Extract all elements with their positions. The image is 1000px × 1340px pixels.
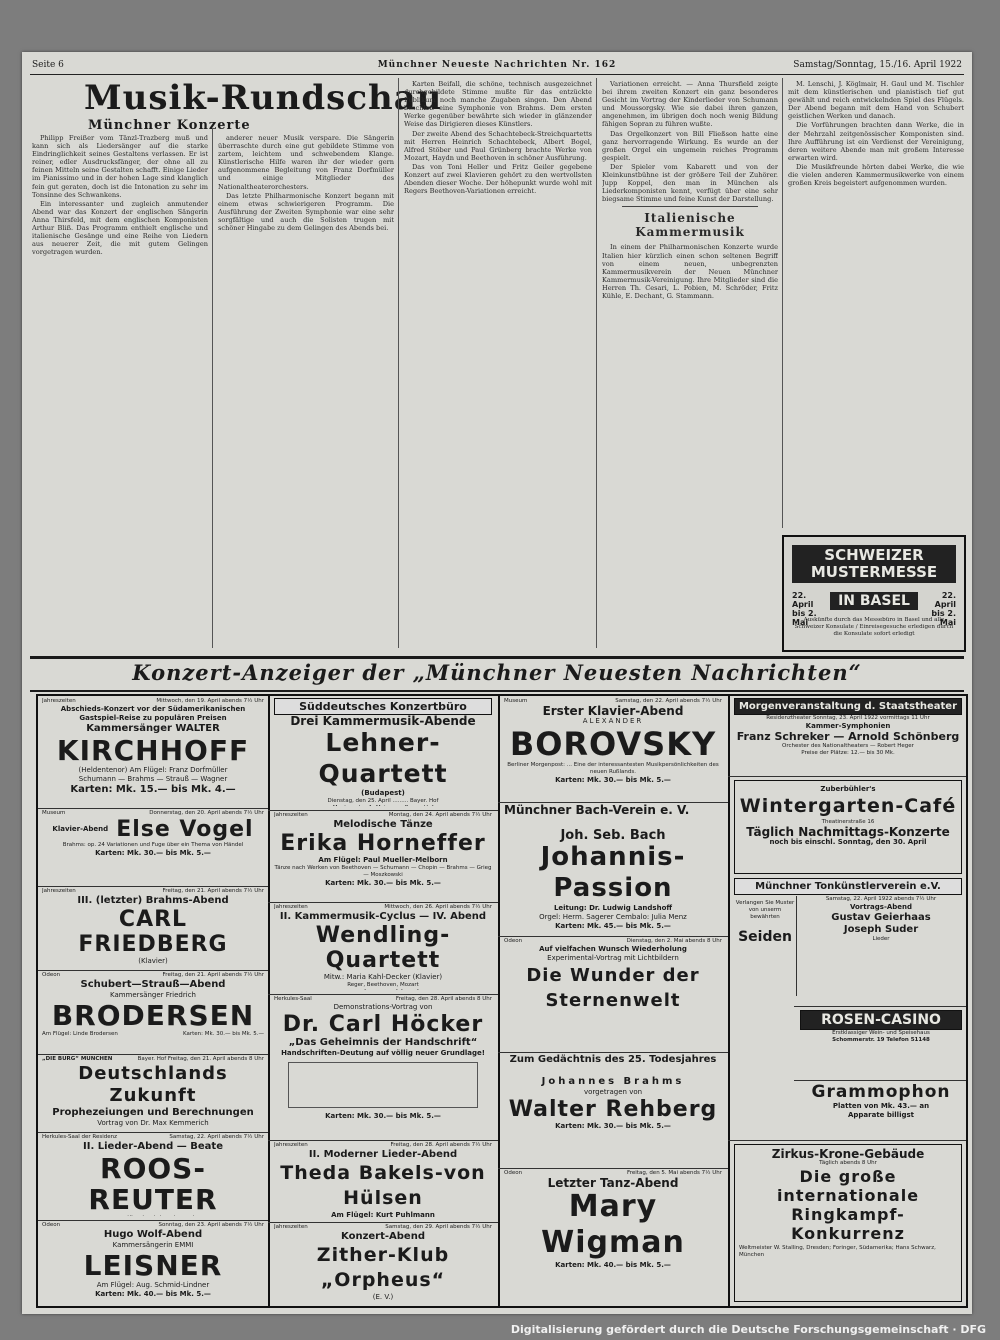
ad-sub: Leitung: Dr. Ludwig Landshoff (553, 904, 673, 912)
ad-price: Karten: Mk. 15.— bis Mk. 4.— (70, 784, 236, 795)
ad-sub: Orchester des Nationaltheaters — Robert Heger (782, 743, 914, 749)
concert-listing-title: Konzert-Anzeiger der „Münchner Neuesten Nachrichten“ (132, 660, 862, 685)
paragraph: Ein interessanter und zugleich anmutender Abend war das Konzert der englischen Sängerin Anna Thirsfeld, mit dem englischen Komponisten Arthur Bliß. Das Programm enthielt englische und italienische Gesänge und eine Reihe von Liedern aus neuerer Zeit, die mit gutem Gelingen vorgetragen wurden. (32, 199, 208, 257)
digitization-credit: Digitalisierung gefördert durch die Deutsche Forschungsgemeinschaft · DFG (510, 1323, 986, 1336)
ad-separator (498, 802, 728, 803)
article-column-2 (218, 134, 394, 646)
concert-ad (274, 812, 492, 898)
section-rule (30, 656, 964, 659)
ad-pre2: Täglich Nachmittags-Konzerte (746, 825, 950, 839)
ad-price: Preise der Plätze: 12.— bis 30 Mk. (801, 750, 895, 756)
ad-date: Donnerstag, den 20. April abends 7½ Uhr (149, 810, 264, 816)
ad-pre: Melodische Tänze (333, 819, 433, 830)
ad-pre: Abschieds-Konzert vor der Südamerikanischen Gastspiel-Reise zu populären Preisen (60, 705, 246, 722)
ad-date: Dienstag, den 2. Mai abends 8 Uhr (626, 938, 722, 944)
ad-pre2: Joseph Suder (843, 924, 919, 935)
ad-pre: II. Lieder-Abend — Beate (83, 1141, 223, 1152)
ad-artist: Else Vogel (116, 817, 254, 842)
ad-artist: Seiden (738, 929, 792, 945)
paragraph: Das Orgelkonzert von Bill Fließson hatte eine ganz hervorragende Wirkung. Es wurde an der großen Orgel ein ungemein reiches Programm gespielt. (602, 129, 778, 162)
ad-date-line: Dienstag, den 25. April ......... Bayer. Hof (327, 798, 439, 804)
ad-separator (728, 776, 966, 777)
ad-artist: Walter Rehberg (508, 1097, 718, 1122)
ad-separator (38, 1220, 268, 1221)
paragraph: Das letzte Philharmonische Konzert begann mit einem etwas schwierigeren Programm. Die Ausführung der Zweiten Symphonie war eine sehr sorgfältige und auch die Solisten trugen mit schöner Hingabe zu dem Gelingen des Abends bei. (218, 191, 394, 233)
ad-venue: Odeon (42, 972, 61, 978)
ad-artist: Gustav Geierhaas (831, 912, 931, 923)
ad-sub: Mitw.: Maria Kahl-Decker (Klavier) (323, 973, 443, 981)
ad-sub: Lieder (872, 936, 890, 942)
ad-sub: Am Flügel: Paul Mueller-Melborn (318, 856, 448, 864)
ad-program: Berliner Morgenpost: ... Eine der interessantesten Musikpersönlichkeiten des neuen Rußlands. (507, 762, 719, 775)
ad-pre: II. Moderner Lieder-Abend (308, 1149, 458, 1160)
ad-program: Orgel: Herm. Sagerer Cembalo: Julia Menz (539, 913, 687, 921)
issue-date: Samstag/Sonntag, 15./16. April 1922 (793, 60, 962, 70)
concert-ad (504, 938, 722, 1048)
ad-artist: BOROVSKY (509, 725, 717, 763)
paragraph: Der Spieler vom Kabarett und von der Kleinkunstbühne ist der größere Teil der Zuhörer. Jupp Koppel, den man in München als Liederkomponisten kennt, verfügt über eine sehr biegsame Stimme und feine Kunst der Darstellung. (602, 162, 778, 204)
ad-pre: Demonstrations-Vortrag von (333, 1003, 433, 1011)
ad-body (504, 1013, 722, 1048)
concert-ads-frame (36, 694, 968, 1308)
ad-box-header: Morgenveranstaltung d. Staatstheater (734, 698, 962, 715)
ad-date: Freitag, den 28. April abends 8 Uhr (395, 996, 492, 1002)
ad-separator (38, 1132, 268, 1133)
ad-artist: CARL FRIEDBERG (78, 907, 228, 957)
concert-ad (274, 1224, 492, 1302)
ad-line: MUSTERMESSE (810, 563, 938, 581)
concert-ad (42, 1134, 264, 1216)
ad-artist: Erika Horneffer (280, 831, 486, 856)
section-title: Musik-Rundschau (84, 78, 443, 118)
ad-price (274, 989, 492, 990)
paragraph: Variationen erreicht. — Anna Thursfield zeigte bei ihrem zweiten Konzert ein ganz besonderes Gesicht im Vortrag der Kinderlieder von Schumann und Moussorgsky. Wie sie dabei ihren ganzen, angenehmen, im übrigen doch noch wenig Bildung fähigen Sopran zu führen wußte. (602, 80, 778, 129)
ads-column-divider (268, 696, 270, 1306)
ad-sub: Erstklassiger Wein- und Speisehaus (832, 1030, 930, 1036)
ad-separator (794, 1080, 966, 1081)
ad-venue: Herkules-Saal (274, 996, 312, 1002)
article-column-5 (788, 80, 964, 528)
ad-date: Mittwoch, den 26. April abends 7½ Uhr (384, 904, 492, 910)
ad-date: Residenztheater Sonntag, 23. April 1922 vormittags 11 Uhr (766, 715, 930, 721)
ad-location: IN BASEL (830, 592, 918, 610)
paragraph: M. Lenschi, J. Köglmair, H. Gaul und M. Tischler mit dem künstlerischen und pianistisch tief gut gewählt und reich entwickelnden Spiel des Flügels. Der Abend begann mit dem Hand von Schubert geistlichen Werken und danach. (788, 80, 964, 121)
ad-artist: Wintergarten-Café (739, 795, 957, 817)
ad-separator (498, 1052, 728, 1053)
ad-price: Karten: Mk. 30.— bis Mk. 5.— (325, 879, 441, 887)
concert-ad (274, 698, 492, 806)
ad-venue: Odeon (504, 938, 523, 944)
ad-box-header: Münchner Tonkünstlerverein e.V. (734, 878, 962, 895)
ad-program: Apparate billigst (847, 1111, 914, 1119)
gramophone-ad (800, 1082, 962, 1134)
tonkuenstler-ad (800, 896, 962, 943)
ad-venue: Jahreszeiten (274, 1142, 308, 1148)
ad-separator (498, 936, 728, 937)
ad-program: Handschriften-Deutung auf völlig neuer Grundlage! (281, 1049, 485, 1057)
ad-venue: Jahreszeiten (42, 888, 76, 894)
ad-pre: Auf vielfachen Wunsch Wiederholung (539, 945, 687, 953)
masthead: Münchner Neueste Nachrichten Nr. 162 (377, 60, 617, 70)
ad-sub: (Heldentenor) Am Flügel: Franz Dorfmüller (78, 766, 228, 774)
ad-date: Freitag, den 21. April abends 7½ Uhr (162, 888, 264, 894)
section-subtitle: Münchner Konzerte (88, 118, 251, 133)
paragraph: Die Vorführungen brachten dann Werke, die in der Mehrzahl zeitgenössischer Komponisten sind. Ihre Aufführung ist ein Verdienst der Vereinigung, deren weitere Abende man mit großem Interesse erwarten wird. (788, 121, 964, 162)
circus-ad (734, 1144, 962, 1302)
ad-separator (268, 810, 498, 811)
concert-ad (274, 996, 492, 1136)
article-column-4 (602, 80, 778, 646)
section-rule (30, 690, 964, 692)
paragraph: Das von Toni Heller und Fritz Geiler gegebene Konzert auf zwei Klavieren gehört zu den wertvollsten Abenden dieser Woche. Der höhepunkt wurde wohl mit Regers Beethoven-Variationen erreicht. (404, 162, 592, 196)
ad-price: Karten: Mk. 30.— bis Mk. 5.— (325, 1112, 441, 1120)
ad-pre: Klavier-Abend (52, 825, 109, 833)
ad-date: Täglich abends 8 Uhr (819, 1160, 877, 1166)
ad-venue: Odeon (504, 1170, 523, 1176)
ad-pre2: ALEXANDER (582, 717, 644, 725)
ad-separator (268, 1140, 498, 1141)
ad-pre2: Joh. Seb. Bach (560, 828, 666, 843)
ad-artist: Mary Wigman (541, 1189, 685, 1260)
ad-venue: „DIE BURG“ MÜNCHEN (42, 1056, 113, 1062)
ad-box-header: Zirkus-Krone-Gebäude (771, 1147, 925, 1161)
paragraph: In einem der Philharmonischen Konzerte wurde Italien hier kürzlich einen schon seltenen Begriff von einem neuen, unbegrenzten Kammermusikverein der Neuen Münchner Kammermusik-Vereinigung. Ihre Mitglieder sind die Herren Th. Cesari, L. Pobien, M. Schröder, Fritz Kühle, E. Dechant, G. Stammann. (602, 243, 778, 300)
ad-date-left: 22. April bis 2. Mai (792, 591, 817, 627)
ad-artist: Franz Schreker — Arnold Schönberg (736, 730, 960, 743)
ad-pre2: Kammersängerin EMMI (112, 1241, 194, 1249)
concert-ad (734, 878, 962, 1002)
ads-column-divider (728, 696, 730, 1306)
concert-ad (504, 1170, 722, 1302)
ad-pre: Konzert-Abend (341, 1231, 425, 1242)
ad-date: Sonntag, den 23. April abends 7½ Uhr (158, 1222, 264, 1228)
paragraph: Die Musikfreunde hörten dabei Werke, die wie die vielen anderen Kammermusikwerke von einem großen Kreis begeistert aufgenommen wurden. (788, 162, 964, 188)
ad-program: Tänze nach Werken von Beethoven — Schumann — Chopin — Brahms — Grieg — Moszkowski (274, 865, 492, 878)
ad-venue: Jahreszeiten (274, 812, 308, 818)
ad-date: Freitag, den 28. April abends 7½ Uhr (390, 1142, 492, 1148)
ad-sub: Platten von Mk. 43.— an (832, 1102, 930, 1110)
ad-artist: Lehner-Quartett (318, 728, 448, 788)
concert-ad (504, 804, 722, 932)
ad-price: Karten: Mk. 45.— bis Mk. 5.— (555, 922, 671, 930)
ad-artist: Theda Bakels-von Hülsen (280, 1162, 486, 1209)
ad-line: SCHWEIZER (824, 546, 924, 564)
ad-note: Auskünfte durch das Messebüro in Basel und alle Schweizer Konsulate / Einreisegesuche erledigen durch die Konsulate sofort erledigt (794, 617, 954, 637)
ad-price: Karten: Mk. 30.— bis Mk. 5.— (183, 1031, 264, 1037)
header-rule (30, 74, 964, 75)
ad-price: Karten: Mk. 30.— bis Mk. 5.— (555, 776, 671, 784)
ad-spacer (504, 1066, 722, 1076)
ad-price: Karten: Mk. 40.— bis Mk. 5.— (95, 1290, 211, 1298)
restaurant-ad (800, 1010, 962, 1076)
ad-pre: Schubert—Strauß—Abend (80, 979, 226, 990)
ad-date: Samstag, den 29. April abends 7½ Uhr (385, 1224, 492, 1230)
ad-program: noch bis einschl. Sonntag, den 30. April (769, 838, 927, 846)
ad-venue: Jahreszeiten (274, 904, 308, 910)
ad-artist: LEISNER (83, 1249, 223, 1282)
ad-artist: Wendling-Quartett (315, 923, 451, 973)
ad-separator (268, 902, 498, 903)
page-number: Seite 6 (32, 60, 64, 70)
ad-artist: Die Wunder der Sternenwelt (526, 965, 700, 1011)
concert-ad (274, 904, 492, 990)
ad-artist: ROSEN-CASINO (800, 1010, 962, 1030)
ad-date: Freitag, den 5. Mai abends 7½ Uhr (626, 1170, 722, 1176)
ad-program: Schumann — Brahms — Strauß — Wagner (78, 775, 228, 783)
ad-pre: Zum Gedächtnis des 25. Todesjahres (509, 1054, 717, 1065)
concert-ad (42, 1222, 264, 1302)
ad-program: Schommerstr. 19 Telefon 51148 (832, 1037, 930, 1043)
paragraph: Philipp Freißer vom Tänzl-Trazberg muß und kann sich als Liedersänger auf die starke Eindringlichkeit seines Gestaltens verlassen. Er ist reiner, edler Ausdrucksfänger, der ohne all zu feinen Mitteln seine Gestalten schafft. Einige Lieder im Pianissimo und in der hohen Lage sind klanglich fein gut geraten, doch ist die Intonation zu sehr im Tonsinne des Schwankens. (32, 134, 208, 199)
ad-artist: Die große internationale Ringkampf-Konkurrenz (776, 1167, 920, 1243)
ad-pre: Verlangen Sie Muster von unserm bewährten (735, 900, 795, 920)
paragraph: Der zweite Abend des Schachtebeck-Streichquartetts mit Herren Heinrich Schachtebeck, Albert Bogel, Alfred Stöber und Paul Grünberg brachte Werke von Mozart, Haydn und Beethoven in schöner Ausführung. (404, 129, 592, 162)
ad-date: Freitag, den 21. April abends 7½ Uhr (162, 972, 264, 978)
article-column-1 (32, 134, 208, 646)
concert-ad (274, 1142, 492, 1218)
ad-program: Vortrag von Dr. Max Kemmerich (97, 1119, 209, 1127)
concert-ad (42, 1056, 264, 1128)
ad-date: Montag, den 24. April abends 7½ Uhr (388, 812, 492, 818)
ad-pre: Drei Kammermusik-Abende (290, 714, 476, 728)
ad-artist: BRODERSEN (51, 999, 255, 1032)
separator (622, 206, 758, 207)
concert-ad (42, 698, 264, 804)
ad-pre2: Kammersänger Friedrich (109, 991, 196, 999)
ad-pre2: Kammersänger WALTER (86, 723, 220, 734)
ad-sub: „Das Geheimnis der Handschrift“ (288, 1037, 478, 1048)
ad-artist: Zither-Klub „Orpheus“ (316, 1244, 450, 1291)
ad-artist: KIRCHHOFF (56, 734, 250, 767)
ad-artist: Johannis-Passion (540, 842, 686, 903)
seiden-ad (734, 896, 797, 996)
concert-ad (42, 810, 264, 882)
column-divider (596, 78, 597, 648)
ad-separator (38, 1054, 268, 1055)
ad-artist: Dr. Carl Höcker (282, 1012, 484, 1037)
ad-date-line (274, 805, 492, 806)
ad-venue: Jahreszeiten (42, 698, 76, 704)
ad-separator (38, 808, 268, 809)
ad-headline (792, 545, 956, 583)
ad-date-right: 22. April bis 2. Mai (931, 591, 956, 627)
ad-box-header: Süddeutsches Konzertbüro (274, 698, 492, 715)
ad-date: Mittwoch, den 19. April abends 7½ Uhr (156, 698, 264, 704)
ad-venue: Jahreszeiten (274, 1224, 308, 1230)
ad-sub (42, 1215, 264, 1216)
cafe-ad (734, 780, 962, 874)
ad-pre: Letzter Tanz-Abend (547, 1176, 679, 1190)
ad-date: Samstag, den 22. April abends 7½ Uhr (615, 698, 722, 704)
ad-venue: Museum (42, 810, 66, 816)
ad-program: Weltmeister W. Stalling, Dresden; Foringer, Südamerika; Hans Schwarz, München (739, 1245, 936, 1258)
ads-column-divider (498, 696, 500, 1306)
ad-pre: Erster Klavier-Abend (542, 704, 684, 718)
ad-sub: Prophezeiungen und Berechnungen (52, 1107, 254, 1118)
column-divider (212, 128, 213, 648)
ad-date: Samstag, 22. April 1922 abends 7½ Uhr (825, 896, 937, 902)
ad-sub: Am Flügel: Kurt Puhlmann (331, 1211, 435, 1218)
ad-program: Brahms: op. 24 Variationen und Fuge über ein Thema von Händel (62, 842, 244, 848)
ad-pre: Vortrags-Abend (849, 903, 913, 911)
column-divider (782, 78, 783, 528)
newspaper-page (22, 52, 972, 1314)
ad-sub: (E. V.) (372, 1293, 394, 1301)
page-header (32, 60, 962, 74)
ad-sub: Experimental-Vortrag mit Lichtbildern (547, 954, 679, 962)
ad-pre: III. (letzter) Brahms-Abend (77, 895, 229, 906)
ad-pre: Zuberbühler's (820, 785, 876, 793)
ad-separator (268, 994, 498, 995)
concert-ad (42, 888, 264, 966)
subsection-heading: Italienische Kammermusik (635, 211, 745, 240)
concert-ad (734, 698, 962, 774)
ad-separator (38, 886, 268, 887)
ad-pre: Münchner Bach-Verein e. V. (504, 804, 690, 817)
ad-program: Reger, Beethoven, Mozart (347, 982, 419, 988)
concert-ad (42, 972, 264, 1050)
ad-venue: Herkules-Saal der Residenz (42, 1134, 118, 1140)
ad-separator (268, 1222, 498, 1223)
ad-note-box (288, 1062, 478, 1108)
ad-separator (728, 1140, 966, 1141)
column-divider (398, 78, 399, 648)
ad-separator (38, 970, 268, 971)
paragraph: Karten Beifall, die schöne, technisch ausgezeichnet durchgebildete Stimme mußte für das entzückte Publikum noch manche Zugaben singen. Den Abend beschloß eine Symphonie von Brahms. Dem ersten Werke gegenüber bewährte sich wieder in glänzender Weise das Dirigieren dieses Künstlers. (404, 80, 592, 129)
ad-price: Karten: Mk. 40.— bis Mk. 5.— (555, 1261, 671, 1269)
ad-artist: Grammophon (811, 1082, 951, 1102)
ad-pre: II. Kammermusik-Cyclus — IV. Abend (279, 911, 487, 922)
ad-price: Karten: Mk. 30.— bis Mk. 5.— (555, 1122, 671, 1130)
ad-sub: Theatinerstraße 16 (821, 819, 875, 825)
ad-artist: ROOS-REUTER (88, 1152, 218, 1216)
ad-separator (794, 1006, 966, 1007)
swiss-fair-ad (782, 535, 966, 652)
ad-venue: Odeon (42, 1222, 61, 1228)
ad-sub: vorgetragen von (583, 1088, 643, 1096)
ad-sub: (Klavier) (138, 957, 168, 965)
ad-separator (498, 1168, 728, 1169)
ad-sub: Am Flügel: Aug. Schmid-Lindner (96, 1281, 210, 1289)
ad-artist: Deutschlands Zukunft (78, 1063, 228, 1106)
ad-date: Samstag, 22. April abends 7½ Uhr (169, 1134, 264, 1140)
ad-pre: Hugo Wolf-Abend (103, 1229, 203, 1240)
paragraph: anderer neuer Musik verspare. Die Sängerin überraschte durch eine gut gebildete Stimme von zartem, leichtem und schwebendem Klange. Künstlerische Hilfe waren ihr der wieder gern aufgenommene Begleitung von Franz Dorfmüller und einige Mitglieder des Nationaltheaterorchesters. (218, 134, 394, 191)
ad-sub: (Budapest) (361, 789, 405, 797)
ad-price: Karten: Mk. 30.— bis Mk. 5.— (95, 849, 211, 857)
ad-date: Bayer. Hof Freitag, den 21. April abends 8 Uhr (137, 1056, 264, 1062)
ad-venue: Museum (504, 698, 528, 704)
concert-ad (504, 1054, 722, 1164)
concert-ad (504, 698, 722, 798)
ad-sub: Am Flügel: Linde Brodersen (42, 1031, 118, 1037)
ad-pre2: Johannes Brahms (541, 1076, 685, 1087)
article-column-3 (404, 80, 592, 646)
ad-pre: Kammer-Symphonien (805, 722, 891, 730)
